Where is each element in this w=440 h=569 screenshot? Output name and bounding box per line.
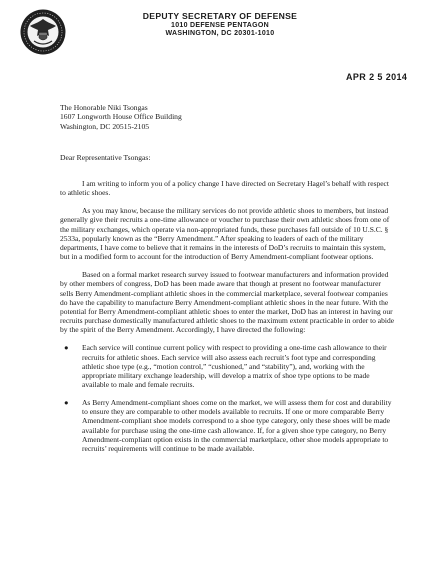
paragraph-background: As you may know, because the military services do not provide athletic shoes to members, but instead generally give their recruits a one-time allowance or voucher to purchase their own athletic shoes from one of the military exchanges, which operate via non-appropriated funds, these purchases fall outside of 10 U.S.C. § 2533a, popularly known as the “Berry Amendment.” After speaking to leaders of each of the military departments, I have come to believe that it remains in the interests of DoD’s recruits to maintain this system, but in a modified form to account for the introduction of Berry Amendment-compliant footwear options. [60,206,390,262]
bullet-text: As Berry Amendment-compliant shoes come on the market, we will assess them for cost and durability to ensure they are comparable to other models available to recruits. If one or more comparable Berry Amendment-compliant shoe models correspond to a shoe type category, only these shoes will be made available for purchase using the one-time cash allowance. If, for a given shoe type category, no Berry Amendment-compliant option exists in the commercial marketplace, other shoe models appropriate to recruits’ requirements will continue to be made available. [82,398,392,453]
letter-date: APR 2 5 2014 [346,72,408,82]
directive-list [60,343,396,453]
letterhead [0,11,440,37]
recipient-address [60,103,182,131]
list-item [60,398,396,453]
bullet-icon: ● [64,398,69,408]
letterhead-title: DEPUTY SECRETARY OF DEFENSE [142,11,298,21]
bullet-text: Each service will continue current policy with respect to providing a one-time cash allowance to their recruits for athletic shoes. Each service will also assess each recruit’s foot type and corresponding athletic shoe type (e.g., “motion control,” “cushioned,” and “stability”), and, working with the appropriate military exchange leadership, will develop a matrix of shoe type options to be made available to male and female recruits. [82,343,387,389]
recipient-name: The Honorable Niki Tsongas [60,103,148,112]
letterhead-address-line-1: 1010 DEFENSE PENTAGON [171,22,269,29]
letterhead-address-line-2: WASHINGTON, DC 20301-1010 [165,30,275,37]
list-item [60,343,396,389]
recipient-building: 1607 Longworth House Office Building [60,112,182,122]
recipient-city: Washington, DC 20515-2105 [60,121,150,131]
salutation: Dear Representative Tsongas: [60,153,151,162]
paragraph-market-research: Based on a formal market research survey issued to footwear manufacturers and information provided by other members of congress, DoD has been made aware that though at present no footwear manufacturer sells Berry Amendment-compliant athletic shoes in the commercial marketplace, several footwear companies do have the capability to manufacture Berry Amendment-compliant athletic shoes in the near future. With the potential for Berry Amendment-compliant athletic shoes to enter the market, DoD has an interest in having our recruits purchase domestically manufactured athletic shoes to the maximum extent practicable in order to abide by the spirit of the Berry Amendment. Accordingly, I have directed the following: [60,270,395,335]
letter-body [60,179,396,462]
paragraph-intro: I am writing to inform you of a policy change I have directed on Secretary Hagel’s behalf with respect to athletic shoes. [60,179,389,198]
bullet-icon: ● [64,343,69,353]
